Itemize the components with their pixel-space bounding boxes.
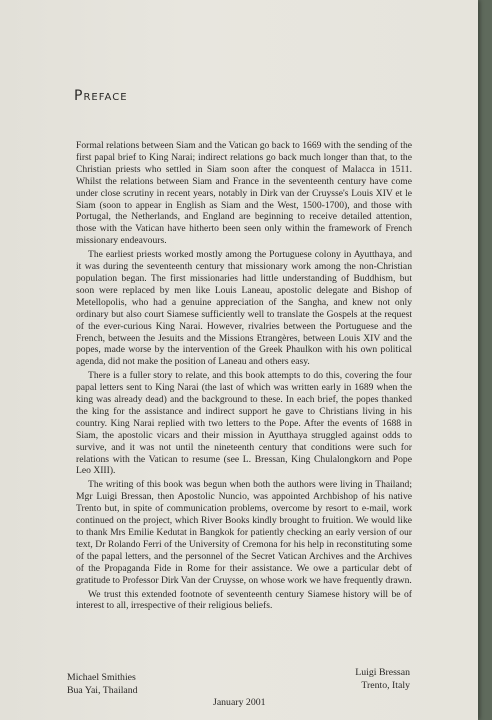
paragraph-5: We trust this extended footnote of seventeenth century Siamese history will be of interest to all, irrespective of their religious beliefs. xyxy=(76,588,412,612)
signature-left-place: Bua Yai, Thailand xyxy=(67,684,138,696)
paragraph-3: There is a fuller story to relate, and this book attempts to do this, covering the four papal letters sent to King Narai (the last of which was written early in 1689 when the king was already dead) and the background to these. In each brief, the popes thanked the king for the assistance and indirect support he gave to Christians living in his country. King Narai replied with two letters to the Pope. After the events of 1688 in Siam, the apostolic vicars and their mission in Ayutthaya struggled against odds to survive, and it was not until the nineteenth century that conditions were such for relations with the Vatican to resume (see L. Bressan, King Chulalongkorn and Pope Leo XIII). xyxy=(76,370,412,477)
paragraph-4: The writing of this book was begun when both the authors were living in Thailand; Mgr Luigi Bressan, then Apostolic Nuncio, was appointed Archbishop of his native Trento but, in spite of communication problems, overcome by resort to e-mail, work continued on the project, which River Books kindly brought to fruition. We would like to thank Mrs Emilie Kedutat in Bangkok for patiently checking an early version of our text, Dr Rolando Ferri of the University of Cremona for his help in reconstituting some of the papal letters, and the personnel of the Secret Vatican Archives and the Archives of the Propaganda Fide in Rome for their assistance. We owe a particular debt of gratitude to Professor Dirk Van der Cruysse, on whose work we have frequently drawn. xyxy=(76,479,412,586)
signature-right-place: Trento, Italy xyxy=(361,679,410,691)
signature-right xyxy=(346,667,410,692)
page-heading: Preface xyxy=(74,88,128,104)
signature-right-name: Luigi Bressan xyxy=(355,667,410,678)
paragraph-2: The earliest priests worked mostly among the Portuguese colony in Ayutthaya, and it was during the seventeenth century that missionary work among the non-Christian population began. The first missionaries had little understanding of Buddhism, but soon were replaced by men like Louis Laneau, apostolic delegate and Bishop of Metellopolis, who had a genuine appreciation of the Sangha, and knew not only ordinary but also court Siamese sufficiently well to translate the Gospels at the request of the ever-curious King Narai. However, rivalries between the Portuguese and the French, between the Jesuits and the Missions Etrangères, between Louis XIV and the popes, made worse by the intervention of the Greek Phaulkon with his own political agenda, did not make the position of Laneau and others easy. xyxy=(76,249,412,368)
signature-left xyxy=(67,672,138,697)
signature-left-name: Michael Smithies xyxy=(67,672,136,683)
paragraph-1: Formal relations between Siam and the Vatican go back to 1669 with the sending of the first papal brief to King Narai; indirect relations go back much longer than that, to the Christian priests who settled in Siam soon after the conquest of Malacca in 1511. Whilst the relations between Siam and France in the seventeenth century have come under close scrutiny in recent years, notably in Dirk van der Cruysse's Louis XIV et le Siam (soon to appear in English as Siam and the West, 1500-1700), and those with Portugal, the Netherlands, and England are beginning to receive detailed attention, those with the Vatican have hitherto been seen only within the framework of French missionary endeavours. xyxy=(76,140,412,247)
preface-body xyxy=(76,140,412,612)
preface-date: January 2001 xyxy=(213,697,266,708)
